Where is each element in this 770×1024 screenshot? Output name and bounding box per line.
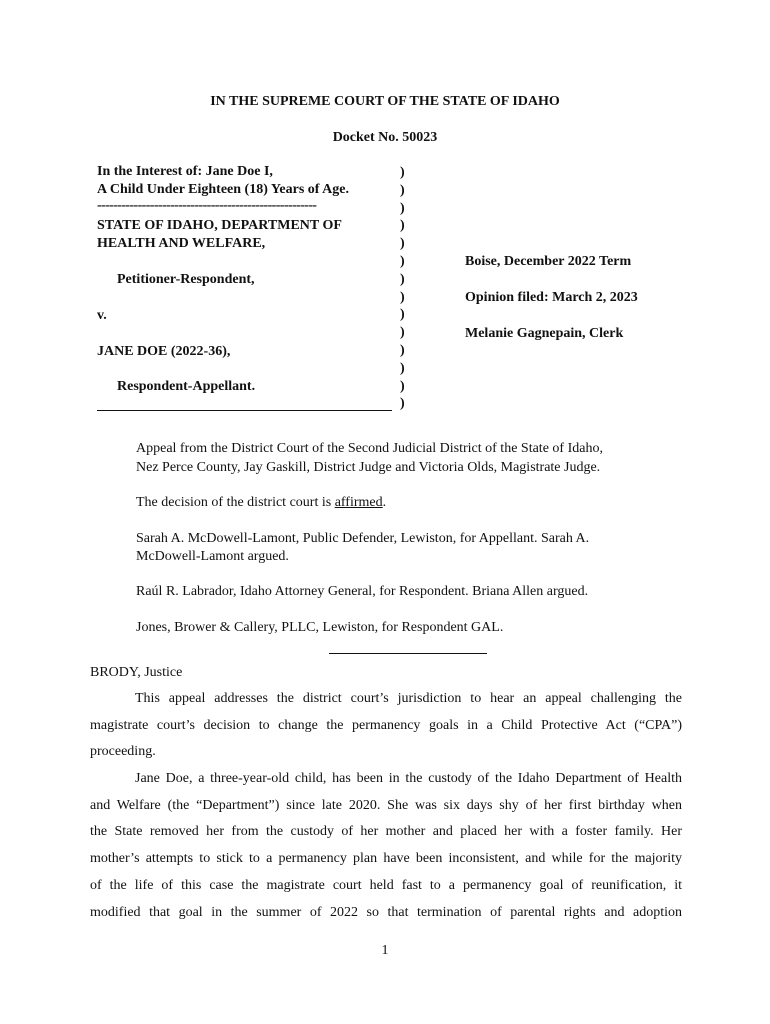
decision-prefix: The decision of the district court is — [136, 495, 335, 510]
paragraph-line: modified that goal in the summer of 2022 so that termination of parental rights and adoption — [90, 904, 682, 920]
opinion-filed-date: Opinion filed: March 2, 2023 — [465, 290, 638, 305]
summary-separator-rule — [329, 653, 487, 654]
clerk-name: Melanie Gagnepain, Clerk — [465, 326, 624, 341]
opinion-paragraph-1 — [90, 686, 682, 766]
caption-petitioner-role: Petitioner-Respondent, — [117, 272, 255, 287]
paren: ) — [400, 200, 405, 216]
paren: ) — [400, 182, 405, 198]
caption-dash-separator: ------------------------------------------------------ — [97, 198, 317, 213]
paragraph-line: of the life of this case the magistrate court held fast to a permanency goal of reunification, it — [90, 877, 682, 893]
paren: ) — [400, 378, 405, 394]
paragraph-line: This appeal addresses the district court’s jurisdiction to hear an appeal challenging the — [135, 691, 682, 706]
paragraph-line: proceeding. — [90, 744, 156, 760]
paren: ) — [400, 236, 405, 252]
paragraph-line: mother’s attempts to stick to a permanency plan have been inconsistent, and while for the majority — [90, 851, 682, 867]
appellant-counsel-line1: Sarah A. McDowell-Lamont, Public Defender, Lewiston, for Appellant. Sarah A. — [136, 531, 590, 546]
term-info: Boise, December 2022 Term — [465, 254, 632, 269]
opinion-paragraph-2 — [90, 766, 682, 926]
paragraph-line: magistrate court’s decision to change the permanency goals in a Child Protective Act (“CPA”) — [90, 717, 682, 733]
caption-petitioner-line2: HEALTH AND WELFARE, — [97, 236, 266, 251]
paren: ) — [400, 325, 405, 341]
paren: ) — [400, 360, 405, 376]
appeal-origin-line1: Appeal from the District Court of the Second Judicial District of the State of Idaho, — [136, 441, 603, 456]
caption-respondent-role: Respondent-Appellant. — [117, 379, 256, 394]
respondent-counsel: Raúl R. Labrador, Idaho Attorney General, for Respondent. Briana Allen argued. — [136, 584, 589, 599]
caption-petitioner-line1: STATE OF IDAHO, DEPARTMENT OF — [97, 218, 342, 233]
paren: ) — [400, 289, 405, 305]
paren: ) — [400, 307, 405, 323]
paragraph-line: the State removed her from the custody of her mother and placed her with a foster family. Her — [90, 824, 682, 840]
paren: ) — [400, 396, 405, 412]
caption-paren-column — [400, 164, 405, 413]
paren: ) — [400, 342, 405, 358]
paren: ) — [400, 218, 405, 234]
paragraph-line: Jane Doe, a three-year-old child, has been in the custody of the Idaho Department of Health — [135, 771, 682, 786]
paren: ) — [400, 271, 405, 287]
caption-interest-line1: In the Interest of: Jane Doe I, — [97, 164, 273, 179]
gal-counsel: Jones, Brower & Callery, PLLC, Lewiston, for Respondent GAL. — [136, 620, 504, 635]
caption-interest-line2: A Child Under Eighteen (18) Years of Age. — [97, 182, 349, 197]
caption-versus: v. — [97, 308, 107, 323]
caption-respondent: JANE DOE (2022-36), — [97, 344, 231, 359]
court-title: IN THE SUPREME COURT OF THE STATE OF IDAHO — [210, 94, 560, 109]
appellant-counsel-line2: McDowell-Lamont argued. — [136, 549, 289, 564]
page-number: 1 — [381, 943, 389, 958]
paragraph-line: and Welfare (the “Department”) since late 2020. She was six days shy of her first birthday when — [90, 797, 682, 813]
paren: ) — [400, 253, 405, 269]
opinion-author: BRODY, Justice — [90, 665, 183, 680]
decision-statement — [136, 495, 386, 511]
decision-affirmed: affirmed — [334, 495, 383, 510]
caption-bottom-rule — [97, 410, 392, 411]
decision-suffix: . — [382, 495, 387, 510]
paren: ) — [400, 165, 405, 180]
docket-number: Docket No. 50023 — [332, 130, 438, 145]
appeal-origin-line2: Nez Perce County, Jay Gaskill, District Judge and Victoria Olds, Magistrate Judge. — [136, 460, 601, 475]
